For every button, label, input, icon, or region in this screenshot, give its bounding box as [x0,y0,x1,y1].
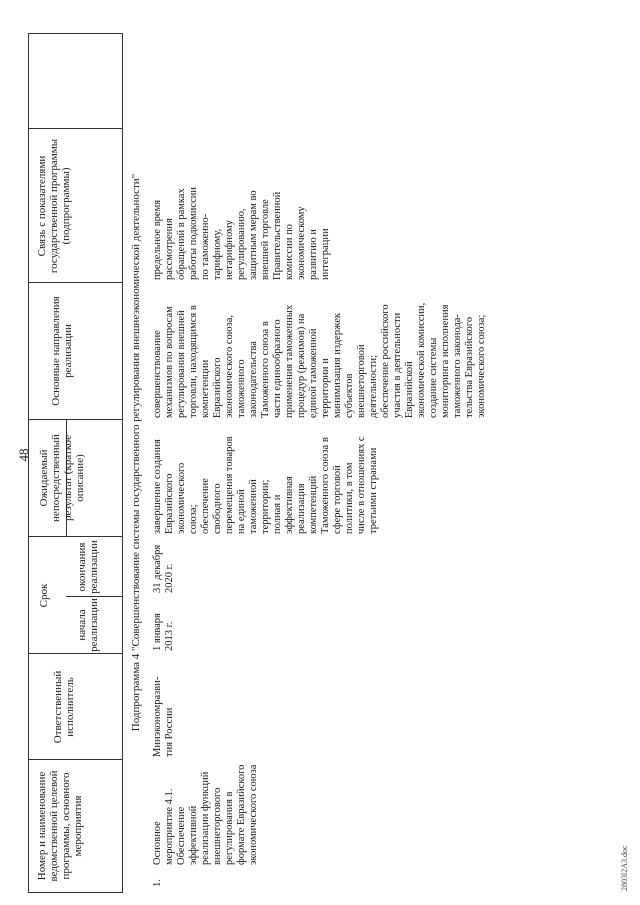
footer-code: 2803l2A3.doc [620,845,629,891]
row-link: предельное время рассмотрения обращений в рамках работы подкомиссии по таможенно- тарифному, нетарифному регулированию, защитным мерам во внешней торговле Правительственной комиссии по экономическому развитию и интеграции [152,187,331,280]
row-start: 1 января 2013 г. [152,613,175,651]
header-executor: Ответственный исполнитель [52,670,76,744]
page-number: 48 [16,448,31,462]
table-header [28,34,123,893]
header-link: Связь с показателями государственной программы (подпрограммы) [36,138,72,274]
row-end: 31 декабря 2020 г. [152,544,175,593]
header-start: начала реализации [76,598,100,652]
header-end: окончания реализации [76,540,100,594]
header-result: Ожидаемый непосредственный результат (краткое описание) [38,434,86,522]
header-term: Срок [38,583,50,608]
row-executor: Минэкономразви- тия России [152,676,175,757]
header-directions: Основные направления реализации [50,296,74,406]
row-name: Основное мероприятие 4.1. Обеспечение эффективной реализации функций внешнеторгового регулирования в формате Евразийского экономического союза [152,764,259,865]
row-number: 1. [152,879,163,887]
row-result: завершение создания Евразийского экономического союза; обеспечение свободного перемещения товаров на единой таможенной территории; полная и эффективная реализация компетенций Таможенного союза в сфере торговой политики, в том числе в отношениях с третьими странами [152,436,379,534]
header-number-name: Номер и наименование ведомственной целевой программы, основного мероприятия [36,770,84,882]
row-directions: совершенствование механизмов по вопросам регулирования внешней торговли, находящимся в компетенции Евразийского экономического союза, таможенного законодательства Таможенного союза в части единообразного применения таможенных процедур (режимов) на единой таможенной территории и минимизация издержек субъектов внешнеторговой деятельности; обеспечение российского участия в деятельности Евразийской экономической комиссии, создание системы мониторинга исполнения таможенного законода- тельства Евразийского экономического союза; [152,302,487,418]
subprogram-title: Подпрограмма 4 "Совершенствование системы государственного регулирования внешнеэкономической деятельности" [130,173,142,732]
